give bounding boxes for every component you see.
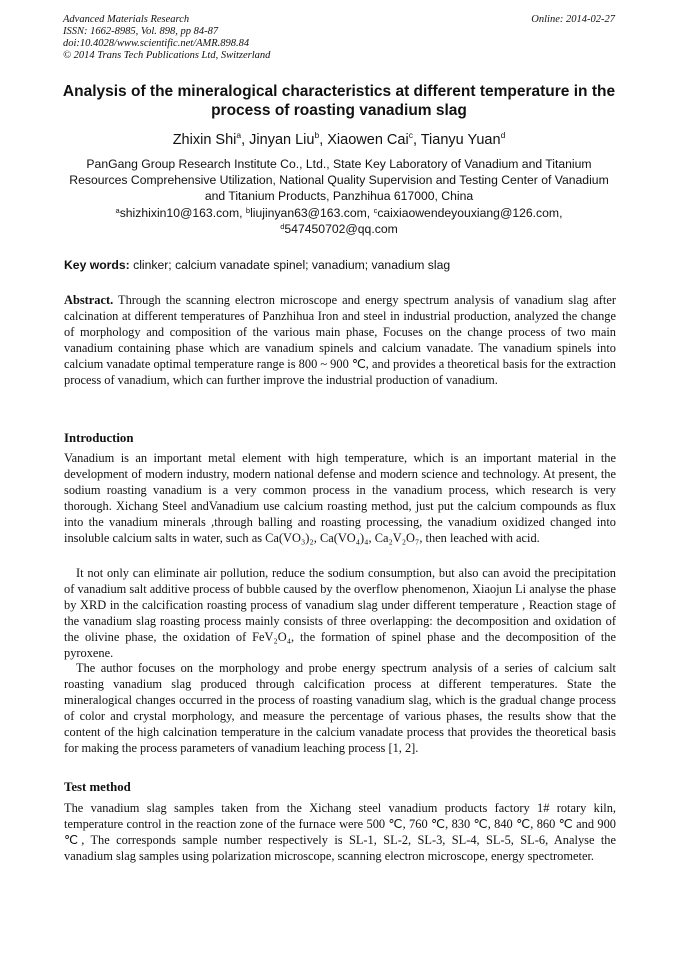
keywords [64, 257, 616, 273]
section-heading-introduction: Introduction [64, 431, 134, 445]
author-list: Zhixin Shi$^a$, Jinyan Liu$^b$, Xiaowen Cai$^c$, Tianyu Yuan$^d$ [172, 130, 506, 148]
intro-paragraph-1 [64, 451, 616, 546]
abstract [64, 293, 616, 388]
author-name: Zhixin Shi [172, 132, 237, 148]
author-name: Xiaowen Cai [327, 132, 409, 148]
email-mark: c [373, 206, 378, 215]
abstract-label: Abstract. [64, 293, 114, 307]
journal-name: Advanced Materials Research [63, 14, 190, 25]
formula: Ca(VO₃)₂, [265, 530, 317, 545]
keywords-label: Key words: [64, 258, 130, 272]
email-mark: b [245, 206, 251, 215]
email-address[interactable]: liujinyan63@163.com [250, 206, 367, 220]
email-address[interactable]: shizhixin10@163.com [119, 206, 240, 220]
paragraph-text: Vanadium is an important metal element with high temperature, which is an important material in the development of modern industry, modern national defense and modern science and technology. At present, the sodium roasting vanadium is a very common process in the vanadium process, which research is very thorough. Xichang Steel andVanadium use calcium roasting method, just put the calcium compounds as flux into the vanadium minerals ,through balling and roasting processing, the vanadium oxidized changed into insoluble calcium salts in water, such as [64, 451, 616, 545]
email-address[interactable]: 547450702@qq.com [284, 221, 398, 236]
online-date: Online: 2014-02-27 [531, 14, 615, 25]
author-mark: c [408, 130, 413, 140]
copyright-line: © 2014 Trans Tech Publications Ltd, Switzerland [63, 50, 271, 61]
formula: Ca(VO₄)₄, [319, 530, 372, 545]
paragraph-text: the formation of spinel phase and the decomposition of the pyroxene. [64, 629, 616, 660]
formula: Ca₂V₂O₇, [374, 530, 423, 545]
issn-line: ISSN: 1662-8985, Vol. 898, pp 84-87 [63, 26, 219, 37]
formula: FeV₂O₄, [252, 629, 295, 644]
test-method-paragraph-1: The vanadium slag samples taken from the Xichang steel vanadium products factory 1# rotary kiln, temperature control in the reaction zone of the furnace were 500 ℃, 760 ℃, 830 ℃, 840 ℃, 860 ℃ and 900 ℃, The corresponds sample number respectively is SL-1, SL-2, SL-3, SL-4, SL-5, SL-6, Analyse the vanadium slag samples using polarization microscope, scanning electron microscope, energy spectrometer. [64, 801, 616, 863]
author-mark: b [314, 130, 320, 140]
doi-line: doi:10.4028/www.scientific.net/AMR.898.84 [63, 38, 250, 49]
author-mark: a [236, 130, 242, 140]
email-address[interactable]: caixiaowendeyouxiang@126.com [377, 206, 560, 220]
keywords-text: clinker; calcium vanadate spinel; vanadium; vanadium slag [133, 258, 451, 272]
abstract-text: Through the scanning electron microscope and energy spectrum analysis of vanadium slag after calcination at different temperatures of Panzhihua Iron and steel in industrial production, analyzed the change of morphology and composition of the various main phase, Focuses on the change process of two main vanadium containing phase which are vanadium spinels and calcium vanadate. The vanadium spinels into calcium vanadate optimal temperature range is 800 ~ 900 ℃, and provides a theoretical basis for the extraction process of vanadium, which can further improve the industrial production of vanadium. [64, 293, 617, 387]
paper-title: Analysis of the mineralogical characteristics at different temperature in the process of roasting vanadium slag [62, 83, 616, 119]
affiliation: PanGang Group Research Institute Co., Ltd., State Key Laboratory of Vanadium and Titanium Resources Comprehensive Utilization, National Quality Supervision and Testing Center of Vanadium and Titanium Products, Panzhihua 617000, China [69, 157, 609, 203]
paragraph-text: then leached with acid. [425, 530, 540, 545]
email-mark: d [280, 221, 285, 231]
author-name: Jinyan Liu [249, 132, 315, 148]
paragraph-text: It not only can eliminate air pollution, reduce the sodium consumption, but also can avoid the precipitation of vanadium salt additive process of bubble caused by the overflow phenomenon, Xiaojun Li analyse the phase by XRD in the calcification roasting process of vanadium slag under different temperature , Reaction stage of the vanadium slag roasting process mainly consists of three overlapping: the decomposition and oxidation of the olivine phase, the oxidation of [64, 566, 616, 644]
intro-paragraph-2 [64, 566, 616, 661]
email-mark: a [115, 206, 120, 215]
author-name: Tianyu Yuan [420, 132, 501, 148]
email-list: $^a$shizhixin10@163.com, $^b$liujinyan63@163.com, $^c$caixiaowendeyouxiang@126.com, $^d$547450702@qq.com [115, 206, 563, 236]
author-mark: d [500, 130, 506, 140]
intro-paragraph-3: The author focuses on the morphology and probe energy spectrum analysis of a series of calcium salt roasting vanadium slag produced through calcification process at different temperatures. State the mineralogical changes occurred in the process of roasting vanadium slag, which is the gradual change process of color and crystal morphology, and measure the percentage of various phases, the results show that the content of the high calcination temperature in the calcium vanadate process that provides the theoretical basis for making the process parameters of vanadium leaching process [1, 2]. [64, 661, 616, 755]
section-heading-test-method: Test method [64, 780, 131, 794]
page-header [63, 14, 615, 62]
